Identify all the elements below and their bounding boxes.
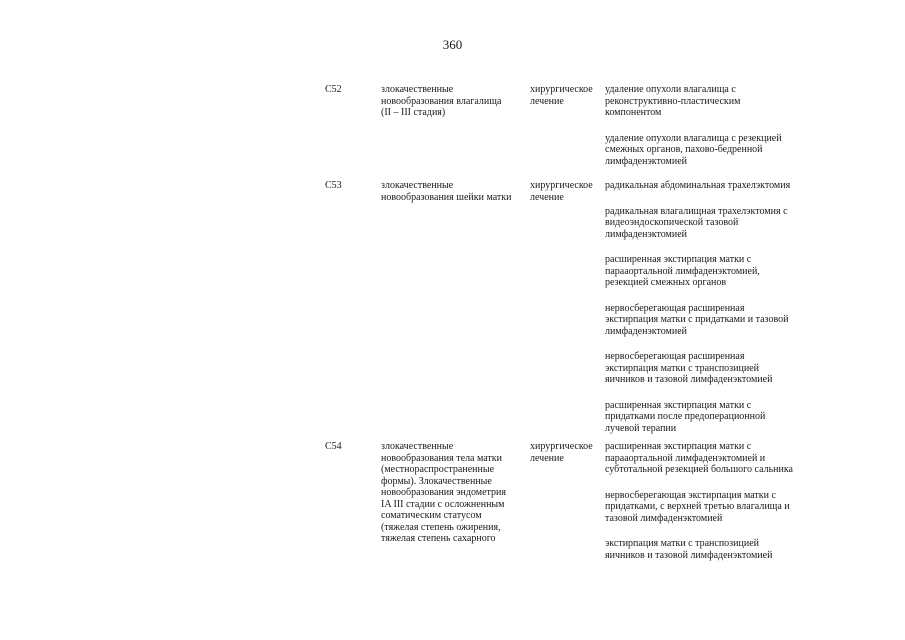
diagnosis-line: злокачественные	[381, 180, 454, 191]
diagnosis-line: соматическим статусом	[381, 510, 482, 521]
method-line: экстирпация матки с придатками и тазовой	[605, 314, 789, 325]
method-item	[605, 254, 820, 289]
treatment-cell	[530, 84, 602, 107]
diagnosis-cell	[381, 441, 531, 545]
method-item	[605, 538, 820, 561]
method-item	[605, 490, 820, 525]
treatment-line: лечение	[530, 452, 564, 464]
treatment-cell	[530, 441, 602, 464]
method-item	[605, 180, 820, 192]
diagnosis-line: IA III стадии с осложненным	[381, 498, 505, 510]
method-item	[605, 206, 820, 241]
method-line: придатками после предоперационной	[605, 411, 766, 422]
method-line: удаление опухоли влагалища с резекцией	[605, 132, 782, 144]
methods-cell	[605, 441, 820, 575]
method-line: яичников и тазовой лимфаденэктомией	[605, 374, 773, 385]
method-line: видеоэндоскопической тазовой	[605, 217, 739, 228]
method-item	[605, 303, 820, 338]
method-line: реконструктивно-пластическим	[605, 95, 741, 107]
page-number: 360	[442, 37, 463, 52]
diagnosis-line: тяжелая степень сахарного	[381, 533, 496, 544]
method-line: радикальная влагалищная трахелэктомия с	[605, 205, 788, 217]
method-line: нервосберегающая экстирпация матки с	[605, 489, 776, 501]
method-line: резекцией смежных органов	[605, 277, 727, 288]
diagnosis-line: (тяжелая степень ожирения,	[381, 521, 501, 533]
method-item	[605, 351, 820, 386]
icd-code: C53	[325, 180, 342, 191]
method-line: тазовой лимфаденэктомией	[605, 512, 723, 524]
diagnosis-line: новообразования эндометрия	[381, 487, 507, 498]
method-line: лимфаденэктомией	[605, 155, 688, 167]
icd-code: C52	[325, 84, 342, 95]
method-line: нервосберегающая расширенная	[605, 351, 745, 362]
method-line: расширенная экстирпация матки с	[605, 254, 752, 265]
diagnosis-line: формы). Злокачественные	[381, 475, 492, 487]
method-line: расширенная экстирпация матки с	[605, 441, 752, 452]
method-item	[605, 400, 820, 435]
diagnosis-line: новообразования влагалища	[381, 95, 502, 107]
method-line: придатками, с верхней третью влагалища и	[605, 501, 790, 512]
treatment-line: лечение	[530, 95, 564, 107]
method-line: экстирпация матки с транспозицией	[605, 362, 759, 374]
treatment-line: хирургическое	[530, 180, 593, 191]
treatment-line: лечение	[530, 191, 564, 203]
method-line: смежных органов, пахово-бедренной	[605, 144, 763, 155]
diagnosis-line: злокачественные	[381, 441, 454, 452]
method-line: радикальная абдоминальная трахелэктомия	[605, 180, 791, 191]
method-line: парааортальной лимфаденэктомией и	[605, 452, 766, 464]
diagnosis-line: злокачественные	[381, 84, 454, 95]
method-line: субтотальной резекцией большого сальника	[605, 464, 793, 475]
icd-code: C54	[325, 441, 342, 452]
treatment-line: хирургическое	[530, 84, 593, 95]
method-line: компонентом	[605, 107, 662, 118]
method-line: яичников и тазовой лимфаденэктомией	[605, 549, 773, 561]
diagnosis-line: (II – III стадия)	[381, 107, 446, 118]
method-line: лучевой терапии	[605, 422, 677, 434]
method-line: расширенная экстирпация матки с	[605, 399, 752, 411]
treatment-cell	[530, 180, 602, 203]
method-line: экстирпация матки с транспозицией	[605, 538, 759, 549]
method-line: удаление опухоли влагалища с	[605, 84, 736, 95]
method-line: лимфаденэктомией	[605, 228, 688, 240]
diagnosis-line: новообразования шейки матки	[381, 191, 512, 203]
treatment-line: хирургическое	[530, 441, 593, 452]
method-item	[605, 133, 820, 168]
method-line: лимфаденэктомией	[605, 325, 688, 337]
method-item	[605, 84, 820, 119]
methods-cell	[605, 84, 820, 181]
diagnosis-line: (местнораспространенные	[381, 464, 495, 475]
methods-cell	[605, 180, 820, 448]
diagnosis-cell	[381, 84, 531, 119]
diagnosis-line: новообразования тела матки	[381, 452, 503, 464]
method-line: парааортальной лимфаденэктомией,	[605, 265, 760, 277]
method-item	[605, 441, 820, 476]
method-line: нервосберегающая расширенная	[605, 302, 745, 314]
diagnosis-cell	[381, 180, 531, 203]
